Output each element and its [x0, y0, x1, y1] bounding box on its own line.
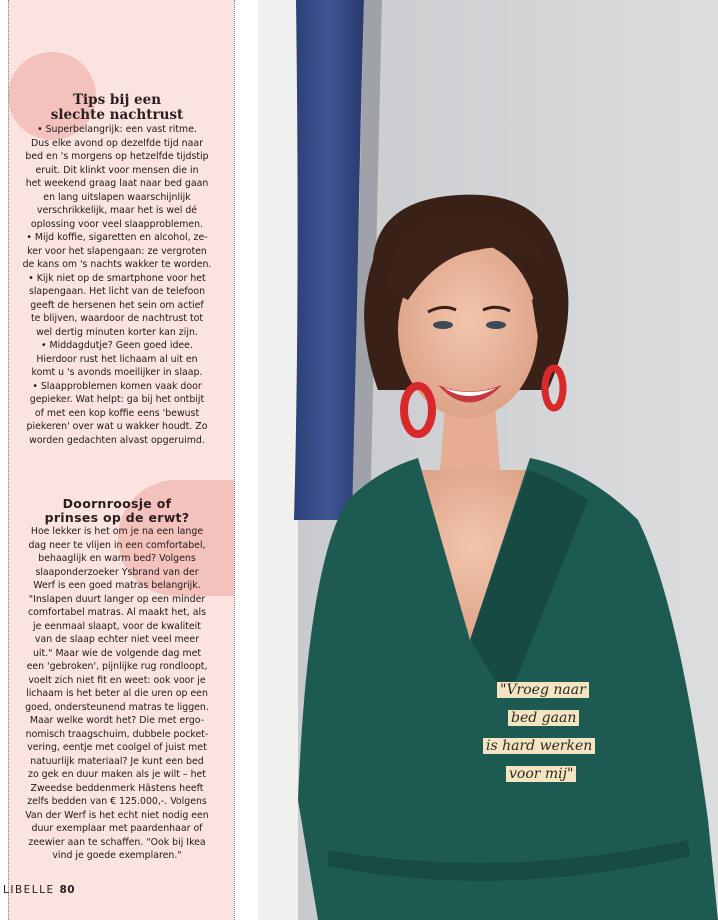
body-line: Van der Werf is het echt niet nodig een: [25, 809, 209, 821]
body-line: Maar welke wordt het? Die met ergo-: [29, 715, 205, 726]
right-eye: [486, 321, 506, 329]
right-dotted-border: [234, 0, 235, 920]
body-line: behaaglijk en warm bed? Volgens: [38, 553, 196, 564]
doornroosje-title: Doornroosje of prinses op de erwt?: [44, 496, 190, 525]
body-line: wel dertig minuten korter kan zijn.: [36, 326, 198, 338]
body-line: en lang uitslapen waarschijnlijk: [43, 191, 191, 203]
body-line: uit." Maar wie de volgende dag met: [32, 647, 202, 659]
body-line: worden gedachten alvast opgeruimd.: [29, 434, 205, 446]
body-line: eruit. Dit klinkt voor mensen die in: [35, 164, 199, 176]
body-line: oplossing voor veel slaapproblemen.: [30, 218, 204, 230]
body-line: het weekend graag laat naar bed gaan: [25, 178, 209, 189]
body-line: Zweedse beddenmerk Hästens heeft: [30, 782, 204, 794]
pull-quote-line-3: is hard werken: [483, 738, 595, 754]
doornroosje-body: [14, 525, 220, 863]
body-line: duur exemplaar met paardenhaar of: [31, 823, 203, 834]
body-line: Werf is een goed matras belangrijk.: [33, 580, 201, 591]
body-line: de kans om 's nachts wakker te worden.: [22, 259, 212, 270]
body-line: of met een kop koffie eens 'bewust: [34, 407, 200, 419]
tips-title: Tips bij een slechte nachtrust: [50, 92, 184, 123]
body-line: • Superbelangrijk: een vast ritme.: [37, 124, 197, 135]
body-line: vering, eentje met coolgel of juist met: [27, 742, 207, 753]
tips-section: [14, 93, 220, 447]
body-line: Hoe lekker is het om je na een lange: [30, 526, 204, 537]
body-line: slaaponderzoeker Ysbrand van der: [35, 566, 199, 578]
doornroosje-section: [14, 497, 220, 863]
tips-body: [14, 123, 220, 447]
portrait-illustration: [258, 0, 718, 920]
pull-quote-line-1: "Vroeg naar: [497, 682, 589, 698]
body-line: • Slaapproblemen komen vaak door: [32, 380, 202, 392]
body-line: komt u 's avonds moeilijker in slaap.: [31, 367, 203, 378]
body-line: Dus elke avond op dezelfde tijd naar: [31, 137, 203, 149]
body-line: zo gek en duur maken als je wilt – het: [28, 769, 206, 780]
body-line: zelfs bedden van € 125.000,-. Volgens: [27, 796, 207, 807]
body-line: natuurlijk materiaal? Je kunt een bed: [30, 755, 204, 767]
brand-name: LIBELLE: [3, 884, 55, 896]
body-line: te blijven, waardoor de nachtrust tot: [30, 313, 204, 324]
body-line: geeft de hersenen het sein om actief: [30, 299, 204, 311]
page-footer: [3, 884, 75, 896]
body-line: bed en 's morgens op hetzelfde tijdstip: [25, 151, 209, 162]
body-line: vind je goede exemplaren.": [52, 850, 182, 861]
body-line: • Kijk niet op de smartphone voor het: [28, 272, 206, 284]
body-line: piekeren' over wat u wakker houdt. Zo: [26, 421, 208, 432]
page-number: 80: [59, 884, 76, 896]
body-line: goed, ondersteunend matras te liggen.: [25, 701, 209, 713]
left-dotted-border: [8, 0, 9, 920]
body-line: • Mijd koffie, sigaretten en alcohol, ze-: [26, 232, 208, 243]
body-line: dag neer te vlijen in een comfortabel,: [28, 539, 206, 551]
white-wall-strip: [258, 0, 298, 920]
blue-curtain: [294, 0, 364, 520]
body-line: voelt zich niet fit en weet: ook voor je: [28, 674, 206, 686]
body-line: "Inslapen duurt langer op een minder: [28, 593, 206, 605]
portrait-photo: [258, 0, 718, 920]
body-line: nomisch traagschuim, dubbele pocket-: [25, 728, 209, 740]
body-line: • Middagdutje? Geen goed idee.: [41, 340, 193, 351]
left-eye: [433, 321, 453, 329]
body-line: Hierdoor rust het lichaam al uit en: [36, 353, 198, 365]
body-line: van de slaap echter niet veel meer: [34, 634, 200, 645]
body-line: een 'gebroken', pijnlijke rug rondloopt,: [26, 661, 208, 672]
body-line: verschrikkelijk, maar het is wel dé: [36, 205, 198, 216]
pull-quote-line-4: voor mij": [506, 766, 576, 782]
body-line: gepieker. Wat helpt: ga bij het ontbijt: [29, 394, 205, 405]
body-line: comfortabel matras. Al maakt het, als: [28, 607, 206, 618]
pull-quote-line-2: bed gaan: [508, 710, 579, 726]
body-line: zeewier aan te schaffen. "Ook bij Ikea: [28, 836, 206, 848]
body-line: slapengaan. Het licht van de telefoon: [28, 286, 206, 297]
body-line: lichaam is het beter al die uren op een: [26, 688, 208, 699]
body-line: ker voor het slapengaan: ze vergroten: [27, 245, 207, 257]
body-line: je eenmaal slaapt, voor de kwaliteit: [33, 620, 201, 632]
